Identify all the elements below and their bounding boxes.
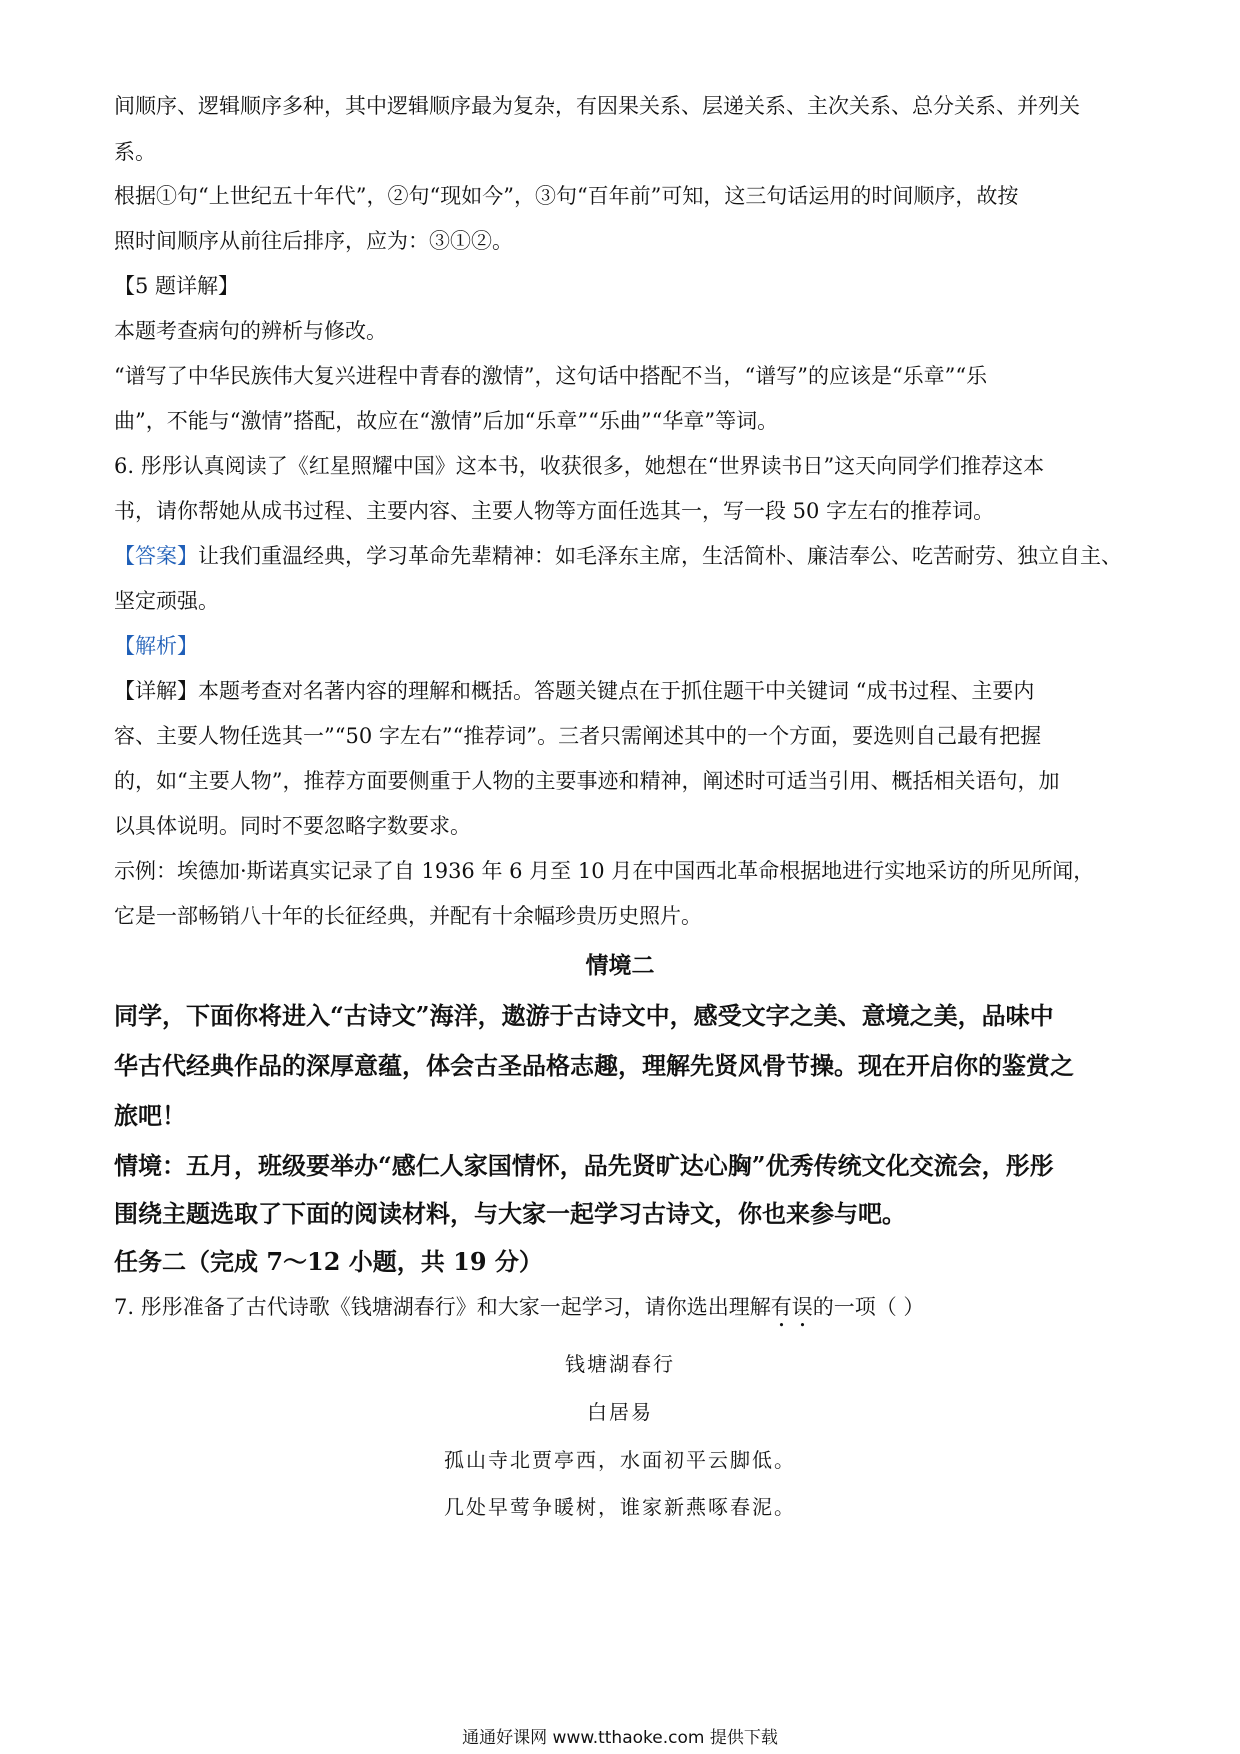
question-6: 6. 彤彤认真阅读了《红星照耀中国》这本书，收获很多，她想在“世界读书日”这天向同学们推荐这本 [114, 454, 1045, 478]
section-title: 情境二 [585, 952, 655, 979]
text-line: 【详解】本题考查对名著内容的理解和概括。答题关键点在于抓住题干中关键词 “成书过程、主要内 [114, 679, 1035, 703]
text-line: 的，如“主要人物”，推荐方面要侧重于人物的主要事迹和精神，阐述时可适当引用、概括相关语句，加 [114, 769, 1060, 793]
answer-blank: 的一项（ ） [812, 1295, 925, 1319]
bold-line: 同学，下面你将进入“古诗文”海洋，遨游于古诗文中，感受文字之美、意境之美，品味中 [114, 1001, 1054, 1030]
poem-line: 几处早莺争暖树，谁家新燕啄春泥。 [444, 1495, 796, 1519]
text-line: 坚定顽强。 [114, 589, 219, 613]
answer-line [114, 541, 1126, 571]
section-heading: 【5 题详解】 [114, 274, 240, 298]
page-footer: 通通好课网 www.tthaoke.com 提供下载 [462, 1728, 778, 1748]
bold-line: 旅吧！ [114, 1101, 186, 1130]
analysis-tag: 【解析】 [114, 634, 198, 658]
text-line: 根据①句“上世纪五十年代”，②句“现如今”，③句“百年前”可知，这三句话运用的时间顺序，故按 [114, 184, 1019, 208]
text-line: “谱写了中华民族伟大复兴进程中青春的激情”，这句话中搭配不当，“谱写”的应该是“乐章”“乐 [114, 364, 988, 388]
text-line: 照时间顺序从前往后排序，应为：③①②。 [114, 229, 513, 253]
text-line: 曲”，不能与“激情”搭配，故应在“激情”后加“乐章”“乐曲”“华章”等词。 [114, 409, 779, 433]
emphasis-text: 有误 [770, 1295, 813, 1319]
text-line: 容、主要人物任选其一”“50 字左右”“推荐词”。三者只需阐述其中的一个方面，要选则自己最有把握 [114, 724, 1042, 748]
poem-author: 白居易 [587, 1400, 653, 1424]
bold-line: 华古代经典作品的深厚意蕴，体会古圣品格志趣，理解先贤风骨节操。现在开启你的鉴赏之 [114, 1051, 1074, 1080]
poem-title: 钱塘湖春行 [565, 1352, 675, 1376]
poem-line: 孤山寺北贾亭西，水面初平云脚低。 [444, 1448, 796, 1472]
text-line: 示例：埃德加·斯诺真实记录了自 1936 年 6 月至 10 月在中国西北革命根据地进行实地采访的所见所闻， [114, 859, 1095, 883]
text-line: 书，请你帮她从成书过程、主要内容、主要人物等方面任选其一，写一段 50 字左右的推荐词。 [114, 499, 995, 523]
answer-tag: 【答案】 [114, 544, 198, 568]
question-7-text: 7. 彤彤准备了古代诗歌《钱塘湖春行》和大家一起学习，请你选出理解 [114, 1295, 771, 1319]
bold-line: 情境：五月，班级要举办“感仁人家国情怀，品先贤旷达心胸”优秀传统文化交流会，彤彤 [114, 1151, 1054, 1180]
bold-line: 围绕主题选取了下面的阅读材料，与大家一起学习古诗文，你也来参与吧。 [114, 1199, 906, 1228]
text-line: 间顺序、逻辑顺序多种，其中逻辑顺序最为复杂，有因果关系、层递关系、主次关系、总分关系、并列关 [114, 94, 1080, 118]
text-line: 以具体说明。同时不要忽略字数要求。 [114, 814, 471, 838]
text-line: 系。 [114, 140, 156, 164]
text-line: 它是一部畅销八十年的长征经典，并配有十余幅珍贵历史照片。 [114, 904, 702, 928]
question-7 [114, 1292, 1126, 1332]
answer-text: 让我们重温经典，学习革命先辈精神：如毛泽东主席，生活简朴、廉洁奉公、吃苦耐劳、独立自主、 [198, 544, 1122, 568]
task-heading: 任务二（完成 7～12 小题，共 19 分） [114, 1247, 543, 1276]
text-line: 本题考查病句的辨析与修改。 [114, 319, 387, 343]
